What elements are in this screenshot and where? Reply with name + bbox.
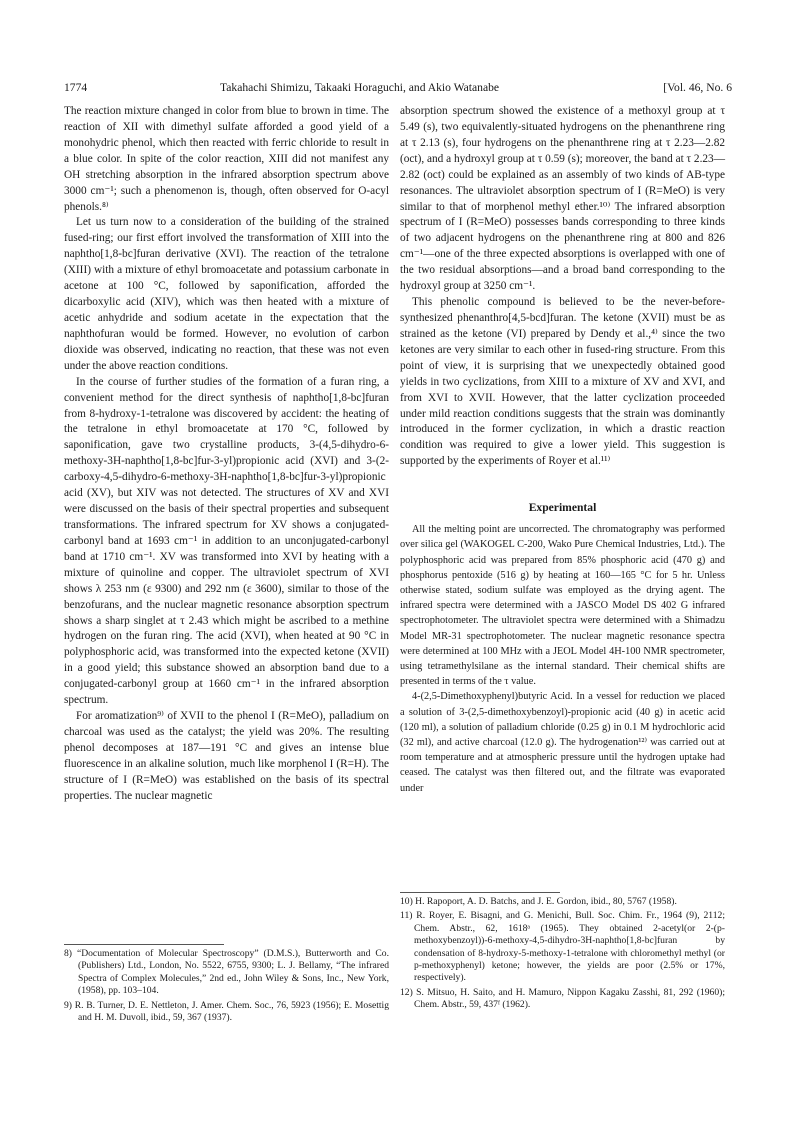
paragraph: absorption spectrum showed the existence of a methoxyl group at τ 5.49 (s), two equivalently-situated hydrogens on the phenanthrene ring at τ 2.13 (s), four hydrogens on the phenanthrene ring at τ 2.23—2.82 (oct), and a hydroxyl group at τ 0.59 (s); moreover, the band at τ 2.23—2.82 (oct) could be explained as an assembly of two kinds of AB-type resonances. The ultraviolet absorption spectrum of I (R=MeO) is very similar to that of morphenol methyl ether.¹⁰⁾ The infrared absorption spectrum of I (R=MeO) possesses bands corresponding to three kinds of two adjacent hydrogens on the phenanthrene ring at 800 and 826 cm⁻¹—one of the three expected absorptions is overlapped with one of the two residual absorptions—and a broad band corresponding to the hydroxyl group at 3250 cm⁻¹. [400,105,725,293]
footnote: 10) H. Rapoport, A. D. Batchs, and J. E. Gordon, ibid., 80, 5767 (1958). [400,896,677,907]
footnote: 8) “Documentation of Molecular Spectroscopy” (D.M.S.), Butterworth and Co. (Publishers) Ltd., London, No. 5522, 6755, 9300; L. J. Bellamy, “The infrared Spectra of Complex Molecules,” 2nd ed., John Wiley & Sons, Inc., New York, (1958), pp. 103–104. [64,948,389,997]
footnote: 11) R. Royer, E. Bisagni, and G. Menichi, Bull. Soc. Chim. Fr., 1964 (9), 2112; Chem. Abstr., 62, 1618ᵃ (1965). They obtained 2-acetyl(or 2-(p-methoxybenzoyl))-6-methoxy-4,5-dihydro-3H-naphtho[1,8-bc]furan by condensation of 8-hydroxy-5-methoxy-1-tetralone with chloromethyl methyl (or p-methoxyphenyl) ketone; however, the yields are poor (2.5% or 17%, respectively). [400,910,725,984]
paragraph: For aromatization⁹⁾ of XVII to the phenol I (R=MeO), palladium on charcoal was used as the catalyst; the yield was 20%. The resulting phenol decomposes at 187—191 °C and gives an intense blue fluorescence in an alkaline solution, much like morphenol I (R=H). The structure of I (R=MeO) was established on the basis of its spectral properties. The nuclear magnetic [64,710,389,802]
page-number: 1774 [64,81,88,94]
paragraph: Let us turn now to a consideration of the building of the strained fused-ring; our first effort involved the transformation of XIII into the naphtho[1,8-bc]furan derivative (XVI). The reaction of the tetralone (XIII) with a mixture of ethyl bromoacetate and potassium carbonate in acetone at 100 °C, followed by saponification, afforded the dicarboxylic acid (XIV), which was then heated with a mixture of acetic anhydride and sodium acetate in the expectation that the naphthofuran would be formed. However, no evolution of carbon dioxide was observed, indicating no reaction, that these was not even under the above reaction conditions. [64,216,389,372]
footnote-rule [64,944,224,945]
left-column [64,104,389,805]
footnote: 12) S. Mitsuo, H. Saito, and H. Mamuro, Nippon Kagaku Zasshi, 81, 292 (1960); Chem. Abstr., 59, 437ᶠ (1962). [400,986,725,1011]
footnotes-left [64,934,389,1026]
running-header-authors: Takahachi Shimizu, Takaaki Horaguchi, and Akio Watanabe [220,81,500,94]
paragraph: In the course of further studies of the formation of a furan ring, a convenient method for the direct synthesis of naphtho[1,8-bc]furan from 8-hydroxy-1-tetralone was discovered by accident: the heating of the tetralone in ethyl bromoacetate at 170 °C, followed by saponification, gave two crystalline products, 3-(4,5-dihydro-6-methoxy-3H-naphtho[1,8-bc]fur-3-yl)propionic acid (XVI) and 3-(2-carboxy-4,5-dihydro-6-methoxy-3H-naphtho[1,8-bc]fur-3-yl)propionic acid (XV), but XIV was not detected. The structures of XV and XVI were discussed on the basis of their spectral properties and subsequent transformations. The infrared spectrum for XV shows a conjugated-carbonyl band at 1693 cm⁻¹ in addition to an unconjugated-carbonyl band at 1710 cm⁻¹. XV was transformed into XVI by heating with a mixture of quinoline and copper. The ultraviolet spectrum of XVI shows λ 253 nm (ε 9300) and 292 nm (ε 3600), similar to those of the benzofurans, and the nuclear magnetic resonance absorption spectrum shows a sharp singlet at τ 2.43 which might be ascribed to a methine hydrogen on the furan ring. The acid (XVI), when heated at 90 °C in polyphosphoric acid, was transformed into the expected ketone (XVII) in a good yield; this substance showed an absorption band due to a conjugated-carbonyl group at 1660 cm⁻¹ in the infrared absorption spectrum. [64,375,389,707]
paragraph: All the melting point are uncorrected. The chromatography was performed over silica gel (WAKOGEL C-200, Wako Pure Chemical Industries, Ltd.). The polyphosphoric acid was prepared from 85% phosphoric acid (470 g) and phosphorus pentoxide (516 g) by heating at 160—165 °C for 5 hr. Unless otherwise stated, sodium sulfate was employed as the drying agent. The infrared spectra were determined with a JASCO Model DS 402 G infrared spectrophotometer. The ultraviolet spectra were determined with a Shimadzu Model MR-31 spectrophotometer. The nuclear magnetic resonance spectra were determined at 100 MHz with a JEOL Model 4H-100 NMR spectrometer, using tetramethylsilane as the internal standard. Their chemical shifts are presented in terms of the τ value. [400,524,725,688]
footnote-rule [400,892,560,893]
footnote: 9) R. B. Turner, D. E. Nettleton, J. Amer. Chem. Soc., 76, 5923 (1956); E. Mosettig and H. M. Duvoll, ibid., 59, 367 (1937). [64,999,389,1024]
section-heading-experimental: Experimental [528,501,597,515]
paragraph: 4-(2,5-Dimethoxyphenyl)butyric Acid. In a vessel for reduction we placed a solution of 3-(2,5-dimethoxybenzoyl)-propionic acid (40 g) in acetic acid (120 ml), a solution of palladium chloride (0.25 g) in 0.1 M hydrochloric acid (32 ml), and active charcoal (12.0 g). The hydrogenation¹²⁾ was carried out at room temperature and at atmospheric pressure until the hydrogen uptake had ceased. The catalyst was then filtered out, and the filtrate was evaporated under [400,691,725,794]
paragraph: This phenolic compound is believed to be the never-before-synthesized phenanthro[4,5-bcd]furan. The ketone (XVII) must be as strained as the ketone (VI) prepared by Dendy et al.,⁴⁾ since the two ketones are very similar to each other in fused-ring structure. From this point of view, it is surprising that we unexpectedly obtained good yields in two cyclizations, from XIII to a mixture of XV and XVI, and from XVI to XVII. However, that the latter cyclization proceeded under mild reaction conditions suggests that the strain was dominantly introduced in the former cyclization, in which a drastic reaction condition was required to give a lower yield. This suggestion is supported by the experiments of Royer et al.¹¹⁾ [400,296,725,468]
volume-issue: [Vol. 46, No. 6 [663,81,732,94]
paragraph: The reaction mixture changed in color from blue to brown in time. The reaction of XII with dimethyl sulfate afforded a good yield of a monohydric phenol, which then reacted with ferric chloride to result in a blue color. In spite of the color reaction, XIII did not manifest any OH stretching absorption in the infrared absorption spectrum above 3000 cm⁻¹; such a phenomenon is, though, often observed for O-acyl phenols.⁸⁾ [64,105,389,213]
experimental-section [400,522,725,796]
footnotes-right [400,882,725,1014]
right-column [400,104,725,796]
running-header [64,80,732,96]
